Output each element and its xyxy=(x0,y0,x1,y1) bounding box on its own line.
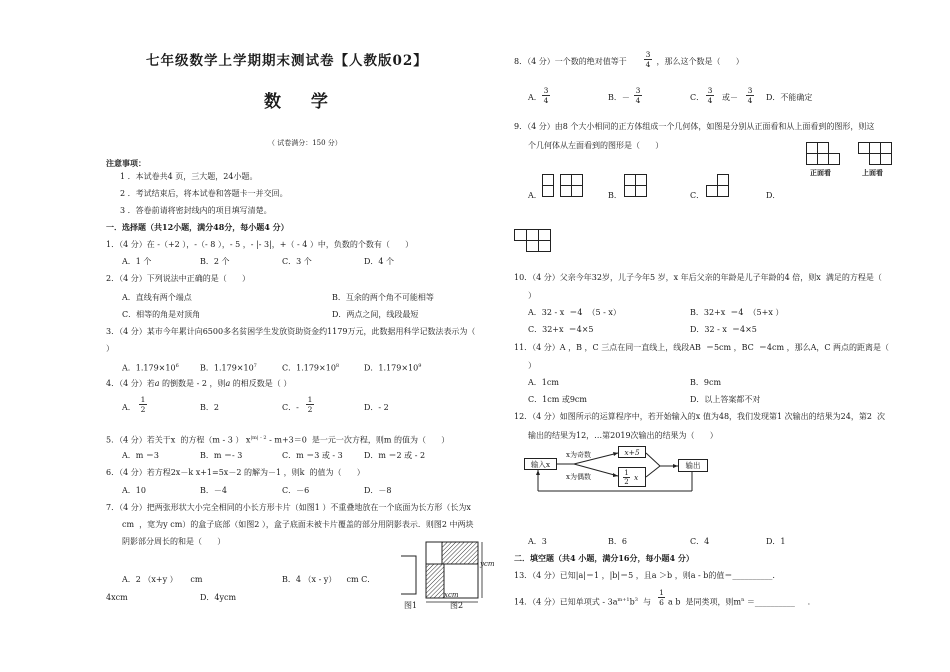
q2-option-c[interactable]: C．相等的角是对顶角 xyxy=(122,310,201,319)
q7-option-a[interactable]: A．2 （x+y ） cm xyxy=(122,575,203,584)
q4-stem: 4．（4 分）若a 的倒数是 - 2 ，则a 的相反数是（ ） xyxy=(106,379,292,388)
q2-stem: 2．（4 分）下列说法中正确的是（ ） xyxy=(106,274,250,283)
flow-odd-label: x为奇数 xyxy=(566,451,591,459)
flow-output-box: 输出 xyxy=(678,459,708,472)
q8-stem-tail: ，那么这个数是（ ） xyxy=(654,57,744,66)
subject-title: 数 学 xyxy=(264,92,334,112)
q11-option-c[interactable]: C．1cm 或9cm xyxy=(528,395,587,404)
q9-option-b-figure[interactable] xyxy=(624,174,650,198)
flow-even-label: x为偶数 xyxy=(566,473,591,481)
note-item: 1 ．本试卷共4 页，三大题，24小题。 xyxy=(120,172,258,181)
q7-option-b[interactable]: B．4 （x - y） cm C． xyxy=(282,575,376,584)
q6-option-d[interactable]: D．－8 xyxy=(364,486,392,495)
q9-stem-line: 9．（4 分）由8 个大小相同的正方体组成一个几何体，如图是分别从正面看和从上面看到的图形，则这 xyxy=(514,122,875,131)
q10-option-c[interactable]: C．32+x ＝4×5 xyxy=(528,325,594,334)
q5-stem: 5．（4 分）若关于x 的方程（m - 3 ） $x^{|m| - 2} - m+3=0$ 是一元一次方程，则m 的值为（ ） xyxy=(106,435,450,445)
q5-option-d[interactable]: D．m ＝2 或 - 2 xyxy=(364,451,426,460)
q8-option-c[interactable]: C． xyxy=(690,93,705,102)
q12-stem-line: 输出的结果为12，…第2019次输出的结果为（ ） xyxy=(528,431,718,440)
q2-option-d[interactable]: D．两点之间，线段最短 xyxy=(332,310,419,319)
q9-option-a[interactable]: A． xyxy=(528,191,542,200)
q3-option-d[interactable]: D．$1.179\times 10^9$ xyxy=(364,363,422,373)
q5-option-c[interactable]: C．m ＝3 或 - 3 xyxy=(282,451,343,460)
q12-option-b[interactable]: B．6 xyxy=(608,537,627,546)
q3-option-b[interactable]: B．$1.179\times 10^7$ xyxy=(200,363,257,373)
q10-option-b[interactable]: B．32+x ＝4 （5+x ） xyxy=(690,308,784,317)
note-item: 3 ．答卷前请将密封线内的项目填写清楚。 xyxy=(120,206,272,215)
q8-fraction-a: 3 4 xyxy=(543,86,549,105)
section1-heading: 一．选择题（共12小题，满分48分，每小题4 分） xyxy=(106,222,289,232)
figure2-label: 图2 xyxy=(450,601,464,610)
q14-stem-tail: a b 是同类项，则$m^n$ ＝__________ . xyxy=(668,597,811,607)
q7-stem-line: 7．（4 分）把两张形状大小完全相同的小长方形卡片（如图1 ）不重叠地放在一个底面为长方形（长为x xyxy=(106,503,471,512)
top-view-label: 上面看 xyxy=(862,169,883,177)
q8-fraction-b: 3 4 xyxy=(635,86,641,105)
q6-option-a[interactable]: A．10 xyxy=(122,486,146,495)
q6-option-c[interactable]: C．－6 xyxy=(282,486,310,495)
section2-heading: 二．填空题（共4 小题，满分16分，每小题4 分） xyxy=(514,553,694,563)
q9-stem-line: 个几何体从左面看到的图形是（ ） xyxy=(528,141,664,150)
q8-fraction-c1: 3 4 xyxy=(707,86,713,105)
front-view-label: 正面看 xyxy=(810,169,831,177)
q5-option-a[interactable]: A．m ＝3 xyxy=(122,451,159,460)
figure1-card xyxy=(401,556,416,594)
q1-option-d[interactable]: D．4 个 xyxy=(364,257,395,266)
q8-option-a[interactable]: A． xyxy=(528,93,542,102)
q1-stem: 1．（4 分）在 -（+2 ），-（- 8 ），- 5 ，- |- 3|，+（ - 4 ）中，负数的个数有（ ） xyxy=(106,240,414,249)
q8-option-d[interactable]: D．不能确定 xyxy=(766,93,813,102)
q11-option-d[interactable]: D．以上答案都不对 xyxy=(690,395,761,404)
q8-stem: 8．（4 分）一个数的绝对值等于 xyxy=(514,57,627,66)
q9-option-d-figure[interactable] xyxy=(514,229,554,253)
front-view-figure xyxy=(806,142,842,166)
note-item: 2 ．考试结束后，将本试卷和答题卡一并交回。 xyxy=(120,189,288,198)
figure1-label: 图1 xyxy=(404,601,418,610)
q6-option-b[interactable]: B．－4 xyxy=(200,486,227,495)
q4-fraction-c: 1 2 xyxy=(307,395,313,414)
q7-stem-line: cm ，宽为y cm）的盒子底部（如图2 ），盒子底面未被卡片覆盖的部分用阴影表示．则图2 中两块 xyxy=(122,520,474,529)
q10-option-a[interactable]: A．32 - x ＝4 （5 - x） xyxy=(528,308,621,317)
shaded-region xyxy=(442,542,478,564)
top-view-figure xyxy=(858,142,894,166)
q4-fraction-a: 1 2 xyxy=(140,395,146,414)
q14-stem: 14．（4 分）已知单项式 - $3a^{m+1}b^3$ 与 xyxy=(514,597,651,607)
q14-fraction: 1 6 xyxy=(659,588,664,607)
q12-stem-line: 12．（4 分）如图所示的运算程序中，若开始输入的x 值为48，我们发现第1 次输出的结果为24，第2 次 xyxy=(514,412,886,421)
q10-stem-end: ） xyxy=(528,291,536,300)
q7-option-c[interactable]: 4xcm xyxy=(106,593,128,602)
q9-option-d[interactable]: D． xyxy=(766,191,781,200)
q6-stem: 6．（4 分）若方程2x－k x+1=5x－2 的解为－1 ，则k 的值为（ ） xyxy=(106,468,365,477)
shaded-region xyxy=(426,564,444,598)
q2-option-b[interactable]: B．互余的两个角不可能相等 xyxy=(332,293,434,302)
q9-option-a-figure[interactable] xyxy=(540,172,592,198)
score-note: （ 试卷满分：150 分） xyxy=(268,139,342,147)
q8-fraction: 3 4 xyxy=(645,50,651,69)
notes-heading: 注意事项： xyxy=(106,158,146,168)
q11-stem: 11．（4 分）A ，B ，C 三点在同一直线上，线段AB ＝5cm ，BC ＝4cm ，那么A，C 两点的距离是（ xyxy=(514,343,890,352)
q8-option-c-or: 或－ xyxy=(722,93,738,102)
q11-option-a[interactable]: A．1cm xyxy=(528,378,559,387)
q9-option-b[interactable]: B． xyxy=(608,191,622,200)
q12-option-d[interactable]: D．1 xyxy=(766,537,786,546)
q8-option-b[interactable]: B．－ xyxy=(608,93,630,102)
figure-label-x: xcm xyxy=(444,591,459,599)
q11-option-b[interactable]: B．9cm xyxy=(690,378,722,387)
q2-option-a[interactable]: A．直线有两个端点 xyxy=(122,293,192,302)
flow-half-box: 1 2 x xyxy=(618,467,646,487)
q3-option-a[interactable]: A．$1.179\times 10^6$ xyxy=(122,363,179,373)
q3-option-c[interactable]: C．$1.179\times 10^8$ xyxy=(282,363,340,373)
document-title: 七年级数学上学期期末测试卷【人教版02】 xyxy=(146,53,428,69)
q4-option-d[interactable]: D．- 2 xyxy=(364,403,389,412)
q8-fraction-c2: 3 4 xyxy=(747,86,753,105)
q10-option-d[interactable]: D．32 - x ＝4×5 xyxy=(690,325,757,334)
figure-label-y: ycm xyxy=(480,560,495,568)
q5-option-b[interactable]: B．m ＝- 3 xyxy=(200,451,243,460)
q3-stem: 3．（4 分）某市今年累计向6500多名贫困学生发放资助资金约1179万元，此数据用科学记数法表示为（ xyxy=(106,327,476,336)
q13-stem: 13．（4 分）已知|a|＝1 ，|b|＝5 ，且a ＞b ，则a - b的值＝__________. xyxy=(514,571,775,580)
flow-add-box: x+5 xyxy=(618,446,646,458)
q9-option-c-figure[interactable] xyxy=(706,174,732,198)
q1-option-b[interactable]: B．2 个 xyxy=(200,257,230,266)
q7-stem-line: 阴影部分周长的和是（ ） xyxy=(122,537,226,546)
q10-stem: 10．（4 分）父亲今年32岁，儿子今年5 岁，x 年后父亲的年龄是儿子年龄的4 倍，则x 满足的方程是（ xyxy=(514,273,882,282)
q12-option-c[interactable]: C．4 xyxy=(690,537,710,546)
q3-stem-end: ） xyxy=(106,344,114,353)
q11-stem-end: ） xyxy=(528,361,536,370)
q4-option-c[interactable]: C．- xyxy=(282,403,299,412)
q1-option-a[interactable]: A．1 个 xyxy=(122,257,152,266)
q12-option-a[interactable]: A．3 xyxy=(528,537,547,546)
q7-option-d[interactable]: D．4ycm xyxy=(200,593,237,602)
flow-input-box: 输入x xyxy=(524,458,557,470)
q9-option-c[interactable]: C． xyxy=(690,191,705,200)
q4-option-a[interactable]: A． xyxy=(122,403,136,412)
card-a xyxy=(426,542,442,564)
q4-option-b[interactable]: B．2 xyxy=(200,403,219,412)
q1-option-c[interactable]: C．3 个 xyxy=(282,257,312,266)
